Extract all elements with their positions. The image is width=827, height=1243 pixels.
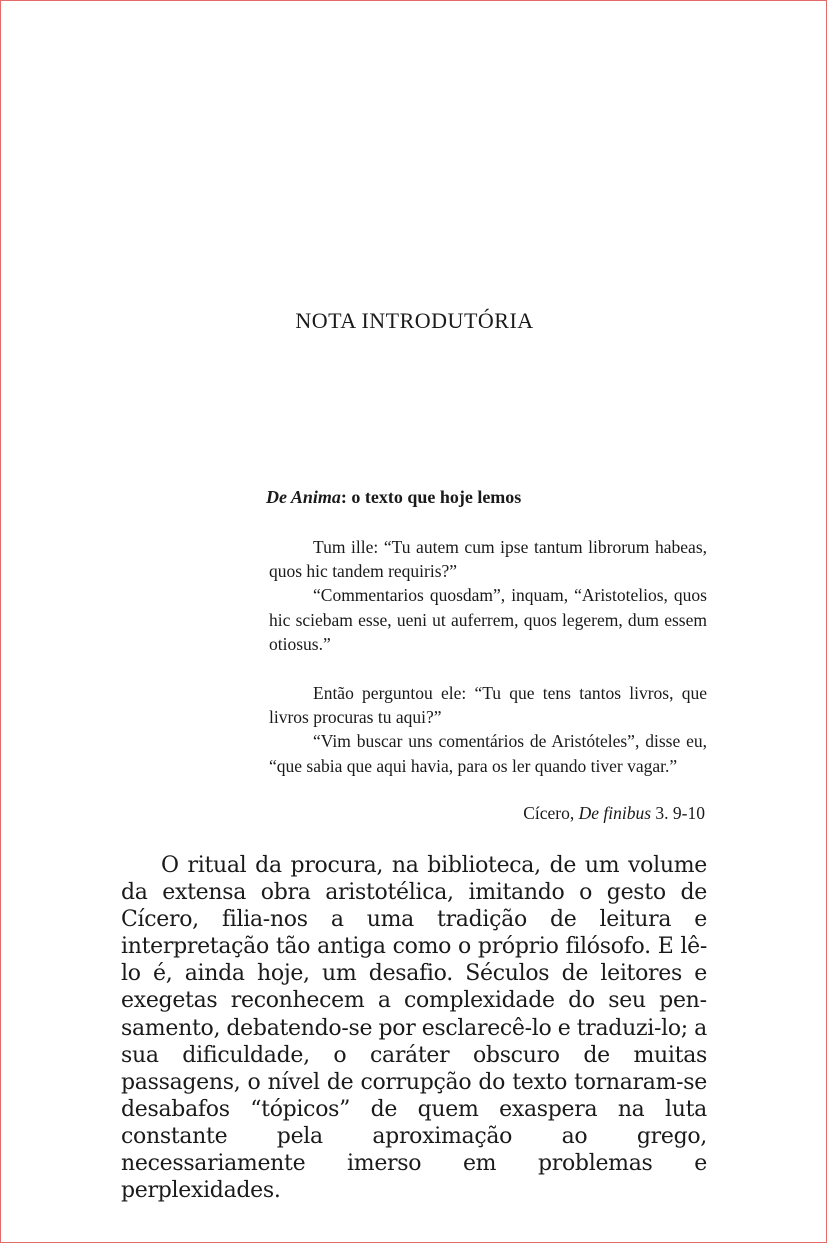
section-heading-text: : o texto que hoje lemos xyxy=(340,487,522,507)
section-heading-italic: De Anima xyxy=(266,487,341,507)
epigraph-latin-paragraph-2: “Commentarios quosdam”, inquam, “Aristotelios, quos hic sciebam esse, ueni ut auferrem, quos legerem, dum essem otiosus.” xyxy=(269,585,707,654)
body-text xyxy=(121,852,707,1204)
attribution-author: Cícero, xyxy=(523,803,579,823)
attribution-reference: 3. 9-10 xyxy=(651,803,705,823)
epigraph-latin xyxy=(269,535,707,656)
epigraph-attribution xyxy=(523,803,705,824)
epigraph-latin-paragraph-1: Tum ille: “Tu autem cum ipse tantum librorum habeas, quos hic tandem requiris?” xyxy=(269,537,707,582)
epigraph-portuguese-paragraph-2: “Vim buscar uns comentários de Aristóteles”, disse eu, “que sabia que aqui havia, para os ler quando tiver vagar.” xyxy=(269,731,707,776)
attribution-work: De finibus xyxy=(578,803,652,823)
epigraph-portuguese-paragraph-1: Então perguntou ele: “Tu que tens tantos livros, que livros procuras tu aqui?” xyxy=(269,683,707,728)
section-heading xyxy=(266,487,521,508)
page-title: NOTA INTRODUTÓRIA xyxy=(295,308,534,333)
epigraph-portuguese xyxy=(269,681,707,778)
body-paragraph: O ritual da procura, na biblioteca, de um volume da extensa obra aristotélica, imitando o gesto de Cícero, filia-nos a uma tradição de leitura e interpretação tão antiga como o próprio filósofo. E lê-lo é, ainda hoje, um desafio. Séculos de leitores e exegetas reconhecem a complexidade do seu pensamento, debatendo-se por esclarecê-lo e traduzi-lo; a sua dificuldade, o caráter obscuro de muitas passagens, o nível de corrupção do texto tornaram-se desabafos “tópicos” de quem exaspera na luta constante pela aproximação ao grego, necessariamente imerso em problemas e perplexidades. xyxy=(121,853,707,1204)
